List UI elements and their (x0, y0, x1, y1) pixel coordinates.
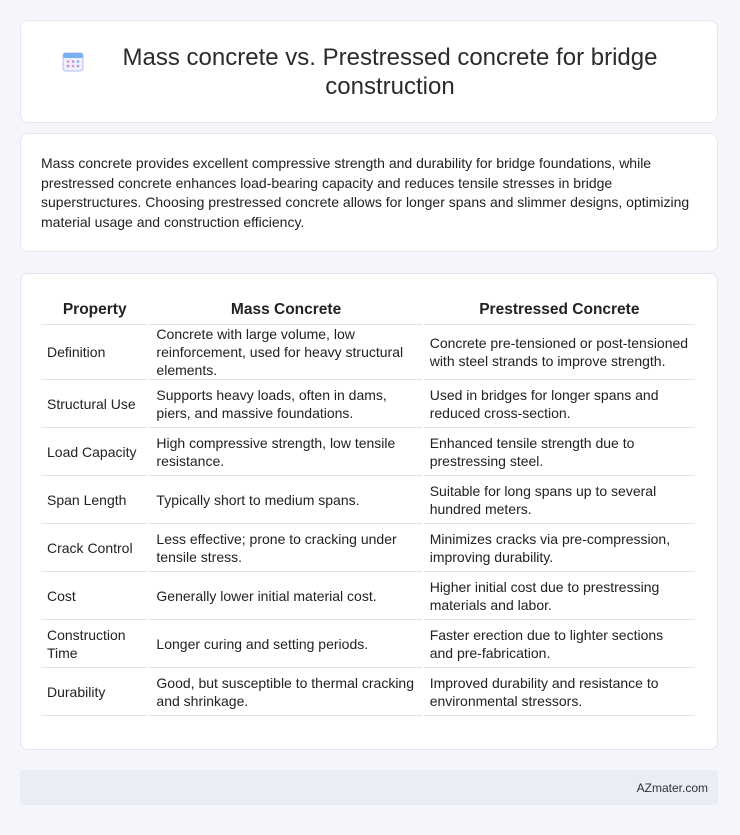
title-wrap (21, 43, 717, 101)
cell-mass: Supports heavy loads, often in dams, piers, and massive foundations. (150, 380, 421, 428)
cell-property: Cost (41, 572, 148, 620)
table-row (41, 620, 695, 668)
cell-mass: Generally lower initial material cost. (150, 572, 421, 620)
cell-property: Structural Use (41, 380, 148, 428)
cell-mass: Good, but susceptible to thermal cracking and shrinkage. (150, 668, 421, 716)
cell-prestressed: Concrete pre-tensioned or post-tensioned with steel strands to improve strength. (424, 325, 695, 380)
table-row (41, 325, 695, 380)
header-mass-concrete: Mass Concrete (150, 292, 421, 325)
table-row (41, 476, 695, 524)
header-prestressed-concrete: Prestressed Concrete (424, 292, 695, 325)
cell-prestressed: Improved durability and resistance to environmental stressors. (424, 668, 695, 716)
table-row (41, 668, 695, 716)
cell-prestressed: Higher initial cost due to prestressing materials and labor. (424, 572, 695, 620)
cell-mass: Typically short to medium spans. (150, 476, 421, 524)
title-card (20, 20, 718, 123)
table-row (41, 380, 695, 428)
cell-prestressed: Enhanced tensile strength due to prestressing steel. (424, 428, 695, 476)
footer-brand[interactable]: AZmater.com (636, 780, 708, 795)
cell-mass: Longer curing and setting periods. (150, 620, 421, 668)
table-header-row (41, 292, 695, 325)
cell-prestressed: Suitable for long spans up to several hundred meters. (424, 476, 695, 524)
footer-bar (20, 770, 718, 805)
cell-property: Load Capacity (41, 428, 148, 476)
page-title: Mass concrete vs. Prestressed concrete for bridge construction (122, 43, 658, 100)
table-row (41, 428, 695, 476)
cell-mass: Concrete with large volume, low reinforcement, used for heavy structural elements. (150, 325, 421, 380)
cell-prestressed: Used in bridges for longer spans and reduced cross-section. (424, 380, 695, 428)
header-property: Property (41, 292, 148, 325)
cell-property: Construction Time (41, 620, 148, 668)
cell-prestressed: Faster erection due to lighter sections and pre-fabrication. (424, 620, 695, 668)
cell-prestressed: Minimizes cracks via pre-compression, improving durability. (424, 524, 695, 572)
summary-card (20, 133, 718, 252)
cell-property: Definition (41, 325, 148, 380)
comparison-table-card (20, 273, 718, 750)
cell-property: Durability (41, 668, 148, 716)
table-row (41, 524, 695, 572)
cell-property: Crack Control (41, 524, 148, 572)
table-row (41, 572, 695, 620)
cell-mass: Less effective; prone to cracking under tensile stress. (150, 524, 421, 572)
cell-mass: High compressive strength, low tensile resistance. (150, 428, 421, 476)
comparison-table (39, 292, 697, 716)
summary-text: Mass concrete provides excellent compressive strength and durability for bridge foundations, while prestressed concrete enhances load-bearing capacity and reduces tensile stresses in bridge superstructures. Choosing prestressed concrete allows for longer spans and slimmer designs, optimizing material usage and construction efficiency. (41, 155, 690, 230)
cell-property: Span Length (41, 476, 148, 524)
calendar-icon (61, 49, 85, 73)
